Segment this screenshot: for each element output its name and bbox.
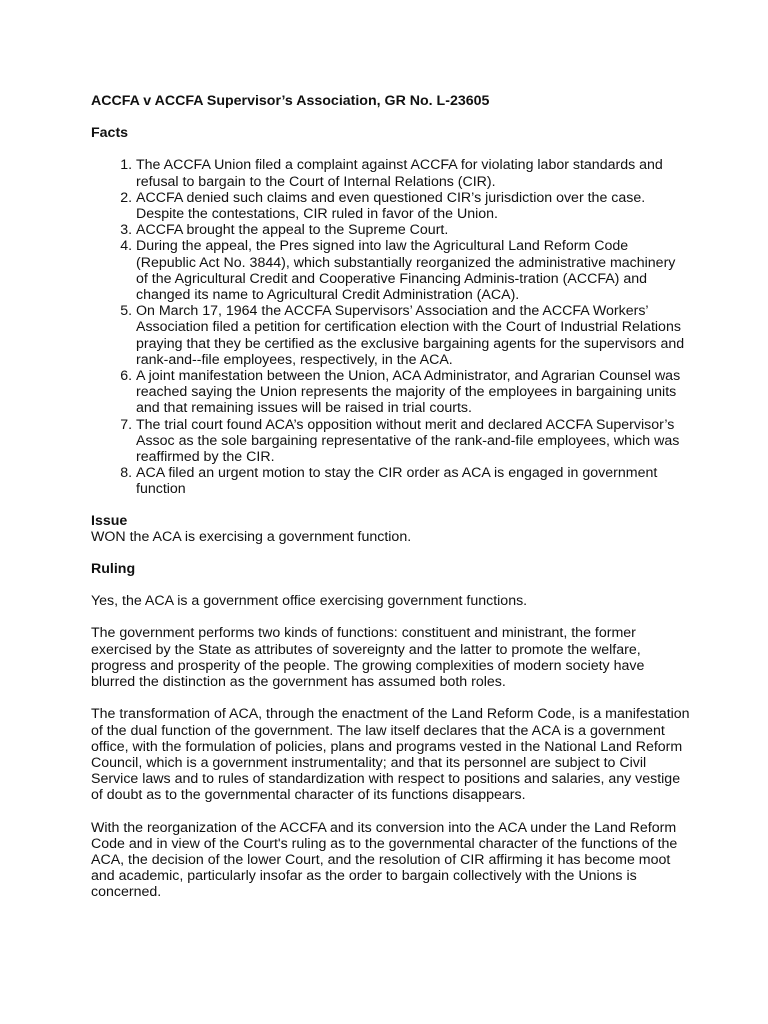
fact-item: 1. The ACCFA Union filed a complaint against ACCFA for violating labor standards and refusal to bargain to the Court of Internal Relations (CIR). (136, 157, 691, 189)
fact-item: 2. ACCFA denied such claims and even questioned CIR’s jurisdiction over the case. Despite the contestations, CIR ruled in favor of the Union. (136, 190, 691, 222)
ruling-paragraph: Yes, the ACA is a government office exercising government functions. (91, 593, 528, 610)
facts-heading: Facts (91, 125, 129, 142)
fact-item: 6. A joint manifestation between the Union, ACA Administrator, and Agrarian Counsel was reached saying the Union represents the majority of the employees in bargaining units and that remaining issues will be raised in trial courts. (136, 368, 691, 417)
issue-text: WON the ACA is exercising a government function. (91, 528, 412, 545)
issue-heading: Issue (91, 512, 128, 529)
fact-item: 3. ACCFA brought the appeal to the Supreme Court. (136, 222, 691, 238)
facts-list (91, 157, 691, 497)
ruling-paragraph: The government performs two kinds of functions: constituent and ministrant, the former exercised by the State as attributes of sovereignty and the latter to promote the welfare, progress and prosperity of the people. The growing complexities of modern society have blurred the distinction as the government has assumed both roles. (91, 625, 645, 691)
ruling-paragraph: With the reorganization of the ACCFA and its conversion into the ACA under the Land Reform Code and in view of the Court's ruling as to the governmental character of the functions of the ACA, the decision of the lower Court, and the resolution of CIR affirming it has become moot and academic, particularly insofar as the order to bargain collectively with the Unions is concerned. (91, 819, 678, 901)
fact-item: 8. ACA filed an urgent motion to stay the CIR order as ACA is engaged in government function (136, 465, 691, 497)
document-page (91, 93, 691, 901)
document-title: ACCFA v ACCFA Supervisor’s Association, GR No. L-23605 (91, 93, 490, 109)
fact-item: 7. The trial court found ACA’s opposition without merit and declared ACCFA Supervisor’s Assoc as the sole bargaining representative of the rank-and-file employees, which was reaffirmed by the CIR. (136, 417, 691, 466)
fact-item: 5. On March 17, 1964 the ACCFA Supervisors’ Association and the ACCFA Workers’ Association filed a petition for certification election with the Court of Industrial Relations praying that they be certified as the exclusive bargaining agents for the supervisors and rank-and--file employees, respectively, in the ACA. (136, 303, 691, 368)
ruling-paragraph: The transformation of ACA, through the enactment of the Land Reform Code, is a manifestation of the dual function of the government. The law itself declares that the ACA is a government office, with the formulation of policies, plans and programs vested in the National Land Reform Council, which is a government instrumentality; and that its personnel are subject to Civil Service laws and to rules of standardization with respect to positions and salaries, any vestige of doubt as to the governmental character of its functions disappears. (91, 706, 690, 804)
ruling-heading: Ruling (91, 561, 136, 578)
fact-item: 4. During the appeal, the Pres signed into law the Agricultural Land Reform Code (Republic Act No. 3844), which substantially reorganized the administrative machinery of the Agricultural Credit and Cooperative Financing Adminis-tration (ACCFA) and changed its name to Agricultural Credit Administration (ACA). (136, 238, 691, 303)
